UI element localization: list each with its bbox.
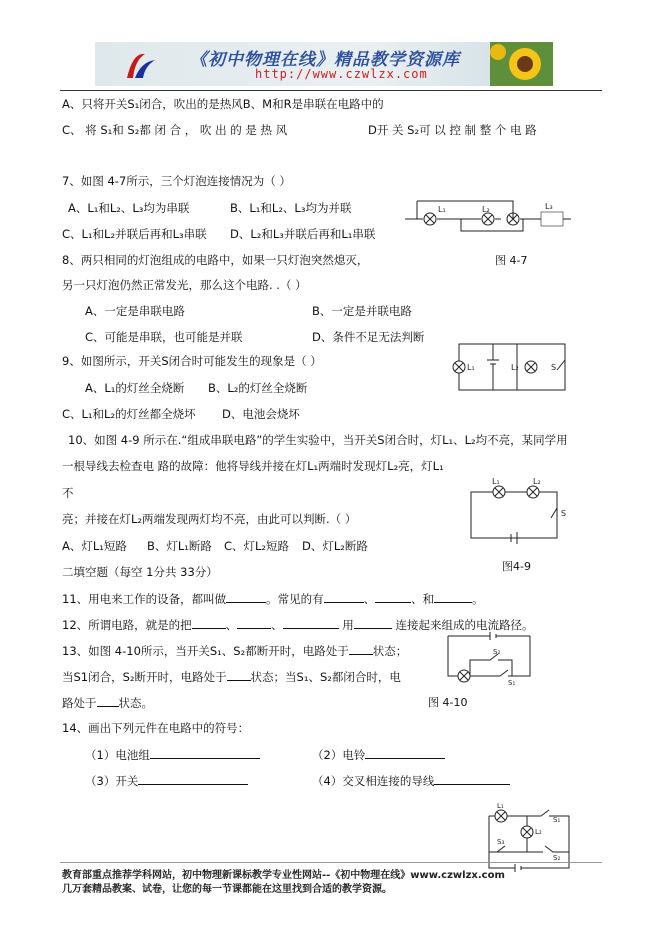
q14-blank-4[interactable] xyxy=(434,772,510,785)
q14-stem: 14、画出下列元件在电路中的符号： xyxy=(62,721,250,735)
q14-item-4-label: （4）交叉相连接的导线 xyxy=(312,774,435,788)
q9-circuit-figure xyxy=(453,340,571,396)
figure-4-10-caption: 图 4-10 xyxy=(428,696,468,709)
q11-part4: 、和 xyxy=(411,592,435,606)
fig49-label-l1: L₁ xyxy=(492,477,500,486)
q12-part3: 、 xyxy=(271,618,283,632)
q10-stem-line1: 10、如图 4-9 所示在.“组成串联电路”的学生实验中，当开关S闭合时，灯L₁、L₂均不亮，某同学用 xyxy=(68,433,568,447)
q12-blank-2[interactable] xyxy=(237,616,271,629)
q9-option-b: B、L₂的灯丝全烧断 xyxy=(208,381,308,395)
fig47-label-l3: L₃ xyxy=(545,202,553,211)
footer-rule xyxy=(60,862,602,863)
q11-blank-1[interactable] xyxy=(226,590,266,603)
q8-option-a: A、一定是串联电路 xyxy=(85,304,185,318)
fig47-label-l2: L₂ xyxy=(482,205,490,214)
q12-part1: 12、所谓电路，就是的把 xyxy=(62,618,192,632)
q6-option-c: C、 将 S₁和 S₂都 闭 合 ， 吹 出 的 是 热 风 xyxy=(62,123,288,137)
header-rule xyxy=(60,90,602,91)
q9-label-s: S xyxy=(551,363,557,372)
fig410-label-s1: S₁ xyxy=(508,679,516,687)
q12-part4: 用 xyxy=(338,618,354,632)
q13-line1-b: 状态； xyxy=(372,644,408,658)
q11-part2: 。常见的有 xyxy=(266,592,324,606)
site-logo xyxy=(123,48,159,82)
q14-blank-1[interactable] xyxy=(150,746,260,759)
q13-line3-b: 状态。 xyxy=(118,696,153,710)
q14-item-1-label: （1）电池组 xyxy=(85,748,150,762)
q13-blank-2[interactable] xyxy=(227,668,251,681)
sunflower-image xyxy=(490,42,553,86)
q7-option-b: B、L₁和L₂、L₃均为并联 xyxy=(230,201,352,215)
q6-option-a: A、只将开关S₁闭合，吹出的是热风B、M和R是串联在电路中的 xyxy=(62,97,384,111)
footer-line-2: 几万套精品教案、试卷，让您的每一节课都能在这里找到合适的教学资源。 xyxy=(62,884,392,895)
q11-part1: 11、用电来工作的设备，都叫做 xyxy=(62,592,227,606)
q7-stem: 7、如图 4-7所示，三个灯泡连接情况为（ ） xyxy=(62,174,291,188)
site-title: 《初中物理在线》精品教学资源库 xyxy=(190,50,460,70)
q8-option-d: D、条件不足无法判断 xyxy=(312,330,425,344)
q10-option-c: C、灯L₂短路 xyxy=(224,539,290,553)
q13-blank-1[interactable] xyxy=(349,642,373,655)
q14-label-s2: S₂ xyxy=(553,854,561,862)
figure-4-7-caption: 图 4-7 xyxy=(495,254,528,267)
q14-item-3-label: （3）开关 xyxy=(85,774,139,788)
q13-line2-a: 当S1闭合，S₂断开时，电路处于 xyxy=(62,670,227,684)
q14-item-3 xyxy=(85,772,248,789)
site-url[interactable]: http://www.czwlzx.com xyxy=(255,67,428,81)
footer-line-1: 教育部重点推荐学科网站，初中物理新课标教学专业性网站--《初中物理在线》www.czwlzx.com xyxy=(62,870,505,881)
q9-option-d: D、电池会烧坏 xyxy=(222,407,300,421)
q14-item-1 xyxy=(85,746,260,763)
q9-option-a: A、L₁的灯丝全烧断 xyxy=(85,381,185,395)
q12-blank-1[interactable] xyxy=(192,616,226,629)
q10-option-b: B、灯L₁断路 xyxy=(147,539,212,553)
q12-part2: 、 xyxy=(225,618,238,632)
q12-blank-4[interactable] xyxy=(354,616,392,629)
q7-option-c: C、L₁和L₂并联后再和L₃串联 xyxy=(62,227,207,241)
header-banner xyxy=(95,42,553,86)
q9-option-c: C、L₁和L₂的灯丝都全烧坏 xyxy=(62,407,196,421)
q11-part3: 、 xyxy=(363,592,376,606)
q11-blank-4[interactable] xyxy=(434,590,472,603)
fig47-label-l1: L₁ xyxy=(438,205,446,214)
q11-blank-3[interactable] xyxy=(375,590,411,603)
figure-4-7-circuit xyxy=(403,193,573,239)
q14-label-l2: L₂ xyxy=(535,828,542,836)
fig410-label-s2: S₂ xyxy=(493,648,501,656)
q6-option-d: D开 关 S₂可 以 控 制 整 个 电 路 xyxy=(368,123,537,137)
fig49-label-s: S xyxy=(561,509,567,518)
q7-option-d: D、L₂和L₃并联后再和L₁串联 xyxy=(230,227,376,241)
q13-line2-b: 状态；当S₁、S₂都闭合时，电 xyxy=(250,670,401,684)
q14-blank-2[interactable] xyxy=(365,746,445,759)
q8-stem-line2: 另一只灯泡仍然正常发光，那么这个电路. .（ ） xyxy=(62,278,307,292)
q8-option-c: C、可能是串联，也可能是并联 xyxy=(85,330,243,344)
q14-blank-3[interactable] xyxy=(138,772,248,785)
q10-stem-line2: 一根导线去检查电 路的故障：他将导线并接在灯L₁两端时发现灯L₂亮，灯L₁ xyxy=(62,459,444,473)
q10-option-a: A、灯L₁短路 xyxy=(62,539,127,553)
q12-part5: 连接起来组成的电流路径。 xyxy=(391,618,534,632)
q13-line2 xyxy=(62,668,401,685)
q14-item-2-label: （2）电铃 xyxy=(312,748,366,762)
q11-part5: 。 xyxy=(472,592,484,606)
figure-4-10-circuit xyxy=(438,632,538,686)
section-2-title: 二填空题（每空 1分共 33分） xyxy=(62,565,218,579)
q10-stem-line4: 亮；并接在灯L₂两端发现两灯均不亮，由此可以判断.（ ） xyxy=(62,512,357,526)
q14-item-4 xyxy=(312,772,510,789)
q12 xyxy=(62,616,533,633)
q14-item-2 xyxy=(312,746,445,763)
q11 xyxy=(62,590,484,607)
q13-line3 xyxy=(62,694,153,711)
q11-blank-2[interactable] xyxy=(324,590,364,603)
q13-line3-a: 路处于 xyxy=(62,696,97,710)
figure-4-9-caption: 图4-9 xyxy=(502,560,531,573)
q13-blank-3[interactable] xyxy=(97,694,119,707)
q10-stem-line3: 不 xyxy=(62,486,74,500)
figure-4-9-circuit xyxy=(467,478,567,544)
q14-label-l1: L₁ xyxy=(497,802,504,810)
q9-stem: 9、如图所示，开关S闭合时可能发生的现象是（ ） xyxy=(62,354,322,368)
q9-label-l2: L₂ xyxy=(511,363,519,372)
q12-blank-3[interactable] xyxy=(283,616,339,629)
q13-line1 xyxy=(62,642,407,659)
q14-label-s1: S₁ xyxy=(553,816,561,824)
q14-label-s3: S₃ xyxy=(497,838,505,846)
q9-label-l1: L₁ xyxy=(467,363,475,372)
q10-option-d: D、灯L₂断路 xyxy=(302,539,368,553)
q8-option-b: B、一定是并联电路 xyxy=(312,304,412,318)
q13-line1-a: 13、如图 4-10所示，当开关S₁、S₂都断开时，电路处于 xyxy=(62,644,349,658)
fig49-label-l2: L₂ xyxy=(533,477,541,486)
q7-option-a: A、L₁和L₂、L₃均为串联 xyxy=(68,201,190,215)
q8-stem-line1: 8、两只相同的灯泡组成的电路中，如果一只灯泡突然熄灭， xyxy=(62,253,369,267)
